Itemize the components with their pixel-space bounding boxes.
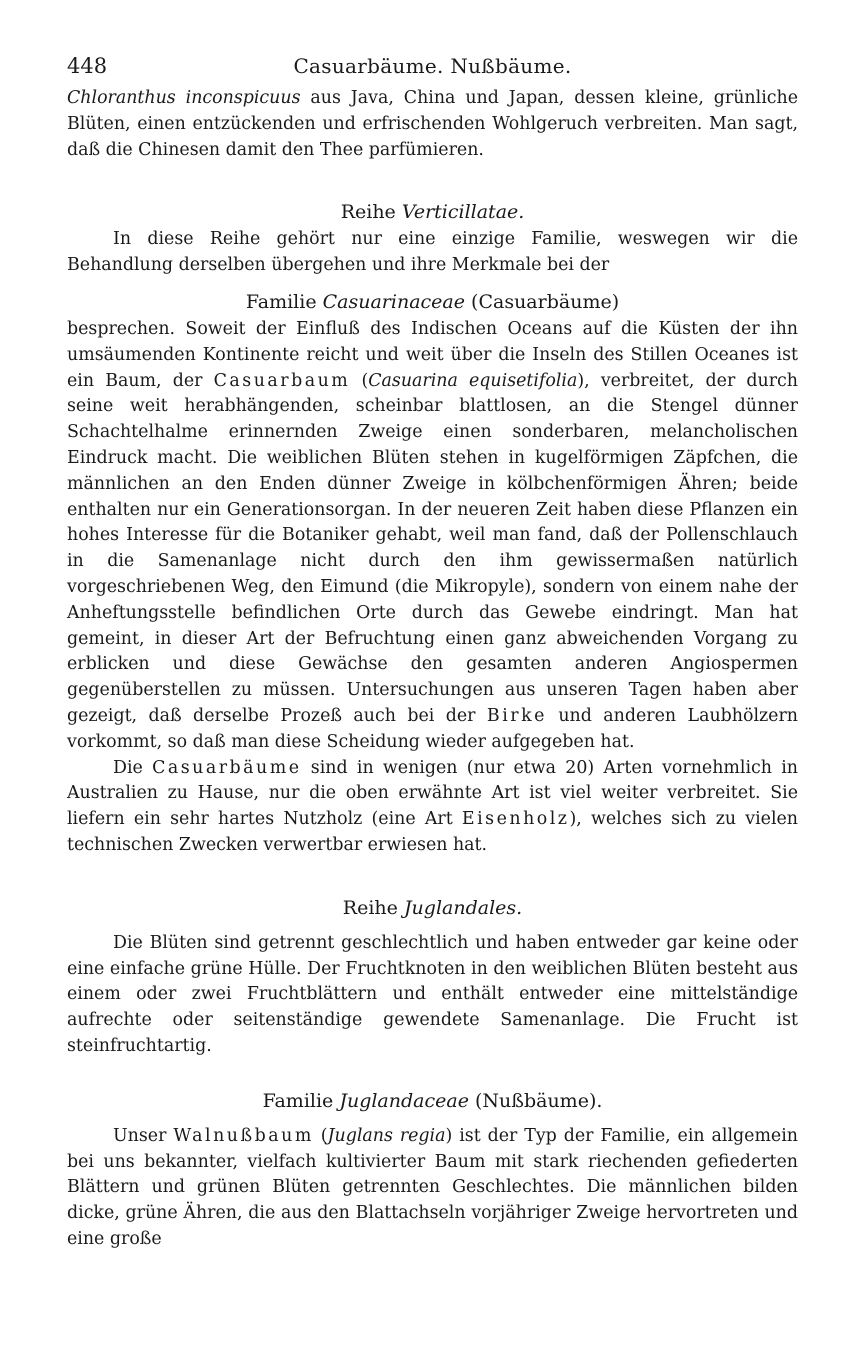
- heading-prefix: Reihe: [342, 896, 404, 919]
- spacer: [67, 279, 798, 287]
- species-name: Juglans regia: [327, 1125, 446, 1146]
- family-heading-juglandaceae: [67, 1086, 798, 1116]
- text-run: und anderen Laubhölzern vorkommt, so daß man diese Scheidung wieder aufgegeben hat.: [67, 705, 798, 752]
- text-run: (: [313, 1125, 328, 1146]
- text-run: (: [350, 370, 369, 391]
- text-run: ), verbreitet, der durch seine weit herabhängenden, scheinbar blattlosen, an die Stengel dünner Schachtelhalme erinnernden Zweige einen sonderbaren, melancholischen Eindruck macht. Die weiblichen Blüten stehen in kugelförmigen Zäpfchen, die männlichen an den Enden dünner Zweige in kölbchenförmigen Ähren; beide enthalten nur ein Generationsorgan. In der neueren Zeit haben diese Pflanzen ein hohes Interesse für die Botaniker gehabt, weil man fand, daß der Pollenschlauch in die Samenanlage nicht durch den ihm gewissermaßen natürlich vorgeschriebenen Weg, den Eimund (die Mikropyle), sondern von einem nahe der Anheftungsstelle befindlichen Orte durch das Gewebe eindringt. Man hat gemeint, in dieser Art der Befruchtung einen ganz abweichenden Vorgang zu erblicken und diese Gewächse den gesamten anderen Angiospermen gegenüberstellen zu müssen. Untersuchungen aus unseren Tagen haben aber gezeigt, daß derselbe Prozeß auch bei der: [67, 370, 798, 726]
- heading-name: Juglandaceae: [339, 1089, 469, 1112]
- family-heading-casuarinaceae: [67, 287, 798, 317]
- paragraph-casuarbaeume: [67, 756, 798, 859]
- running-title: Casuarbäume. Nußbäume.: [293, 54, 572, 78]
- emphasized-term: Casuarbaum: [213, 370, 351, 391]
- heading-suffix: (Casuarbäume): [465, 290, 620, 313]
- species-name: Casuarina equisetifolia: [368, 370, 578, 391]
- heading-prefix: Familie: [245, 290, 323, 313]
- heading-name: Verticillatae.: [401, 201, 525, 224]
- text-run: Unser: [113, 1125, 174, 1146]
- paragraph-verticillatae: In diese Reihe gehört nur eine einzige Familie, weswegen wir die Behandlung derselben übergehen und ihre Merkmale bei der: [67, 229, 798, 276]
- spacer: [67, 923, 798, 931]
- text-run: besprechen. Soweit der Einfluß des Indischen Oceans auf die Küsten der ihn umsäumenden Kontinente reicht und weit über die Inseln des Stillen Oceanes ist ein Baum, der: [67, 318, 798, 391]
- page-header: [67, 48, 798, 78]
- paragraph-chloranthus: [67, 86, 798, 163]
- emphasized-term: Casuarbäume: [152, 757, 302, 778]
- paragraph-text: aus Java, China und Japan, dessen kleine, grünliche Blüten, einen entzückenden und erfrischenden Wohlgeruch verbreiten. Man sagt, daß die Chinesen damit den Thee parfümieren.: [67, 88, 798, 160]
- spacer: [67, 1060, 798, 1086]
- text-run: ) ist der Typ der Familie, ein allgemein bei uns bekannter, vielfach kultivierter Baum mit stark riechenden gefiederten Blättern und grünen Blüten getrennten Geschlechtes. Die männlichen bilden dicke, grüne Ähren, die aus den Blattachseln vorjähriger Zweige hervortreten und eine große: [67, 1125, 798, 1249]
- emphasized-term: Eisenholz: [461, 809, 570, 830]
- section-heading-verticillatae: [67, 197, 798, 227]
- paragraph-juglandales: Die Blüten sind getrennt geschlechtlich und haben entweder gar keine oder eine einfache grüne Hülle. Der Fruchtknoten in den weiblichen Blüten besteht aus einem oder zwei Fruchtblättern und enthält entweder eine mittelständige aufrechte oder seitenständige gewendete Samenanlage. Die Frucht ist steinfruchtartig.: [67, 932, 798, 1056]
- emphasized-term: Birke: [486, 705, 547, 726]
- species-name: Chloranthus inconspicuus: [67, 88, 301, 108]
- spacer: [67, 859, 798, 893]
- heading-name: Juglandales.: [403, 896, 523, 919]
- text-run: ), welches sich zu vielen technischen Zwecken verwertbar erwiesen hat.: [67, 809, 798, 855]
- emphasized-term: Walnußbaum: [173, 1125, 314, 1146]
- book-page: [67, 48, 798, 1253]
- text-run: Die: [113, 757, 153, 778]
- heading-name: Casuarinaceae: [322, 290, 465, 313]
- page-number: 448: [67, 54, 108, 78]
- spacer: [67, 163, 798, 197]
- heading-suffix: (Nußbäume).: [468, 1089, 603, 1112]
- heading-prefix: Familie: [262, 1089, 340, 1112]
- spacer: [67, 78, 798, 86]
- heading-prefix: Reihe: [340, 201, 402, 224]
- spacer: [67, 1116, 798, 1124]
- section-heading-juglandales: [67, 893, 798, 923]
- paragraph-walnussbaum: [67, 1124, 798, 1253]
- text-run: sind in wenigen (nur etwa 20) Arten vornehmlich in Australien zu Hause, nur die oben erwähnte Art ist viel weiter verbreitet. Sie liefern ein sehr hartes Nutzholz (eine Art: [67, 757, 798, 830]
- paragraph-casuarina: [67, 317, 798, 756]
